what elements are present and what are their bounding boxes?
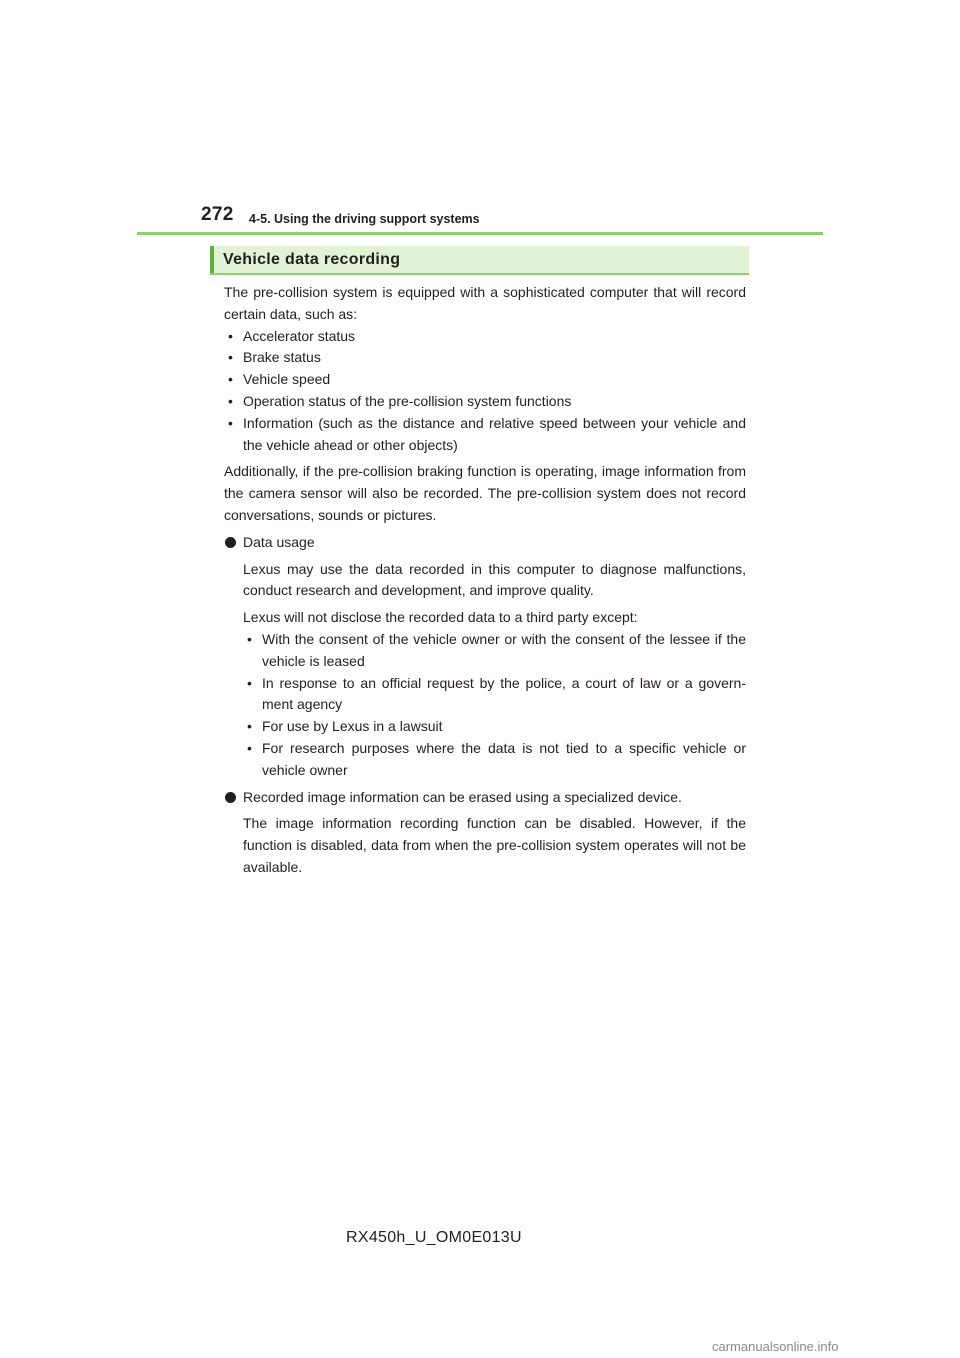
content <box>224 282 746 879</box>
data-usage-item <box>224 532 746 782</box>
image-info-item <box>224 787 746 879</box>
dot-marker: • <box>247 739 252 756</box>
section-title: Vehicle data recording <box>223 251 401 268</box>
intro-paragraph: The pre-collision system is equipped with a sophisticated computer that will record certain data, such as: <box>224 284 746 322</box>
exceptions-list <box>243 629 746 782</box>
data-usage-paragraph: Lexus may use the data recorded in this computer to diagnose malfunctions, conduct research and development, and improve quality. <box>243 560 746 599</box>
watermark: carmanualsonline.info <box>712 1339 839 1354</box>
recorded-items-list <box>224 326 746 457</box>
section-label: 4-5. Using the driving support systems <box>249 212 480 226</box>
list-item: • For research purposes where the data is not tied to a specific vehicle or vehicle owner <box>247 739 746 778</box>
data-usage-heading: Data usage <box>243 533 315 550</box>
list-item: • Brake status <box>224 347 746 369</box>
list-item: • Operation status of the pre-collision system functions <box>224 391 746 413</box>
dot-marker: • <box>247 674 252 691</box>
model-code: RX450h_U_OM0E013U <box>346 1229 522 1246</box>
dot-marker: • <box>228 327 233 344</box>
image-info-heading: Recorded image information can be erased using a specialized device. <box>243 788 682 805</box>
bullet-icon <box>225 792 236 803</box>
list-item: • In response to an official request by the police, a court of law or a govern-ment agency <box>247 674 746 713</box>
dot-marker: • <box>228 349 233 366</box>
image-info-paragraph: The image information recording function can be disabled. However, if the function is disabled, data from when the pre-collision system operates will not be available. <box>243 815 746 875</box>
list-item: • Accelerator status <box>224 326 746 348</box>
section-title-bar <box>210 246 749 275</box>
page-number: 272 <box>201 204 234 225</box>
dot-marker: • <box>228 392 233 409</box>
title-accent <box>210 246 214 273</box>
list-item: • With the consent of the vehicle owner or with the consent of the lessee if the vehicle is leased <box>247 630 746 669</box>
list-item: • Information (such as the distance and relative speed between your vehicle and the vehicle ahead or other objects) <box>228 414 746 453</box>
dot-marker: • <box>247 718 252 735</box>
list-item: • Vehicle speed <box>224 369 746 391</box>
header-rule <box>137 232 823 235</box>
bullet-icon <box>225 537 236 548</box>
additional-paragraph: Additionally, if the pre-collision braking function is operating, image information from the camera sensor will also be recorded. The pre-collision system does not record conversations, sounds or pictures. <box>224 463 746 523</box>
dot-marker: • <box>228 414 233 431</box>
list-item: • For use by Lexus in a lawsuit <box>243 716 746 738</box>
dot-marker: • <box>247 630 252 647</box>
disclosure-paragraph: Lexus will not disclose the recorded data to a third party except: <box>243 609 638 626</box>
dot-marker: • <box>228 371 233 388</box>
